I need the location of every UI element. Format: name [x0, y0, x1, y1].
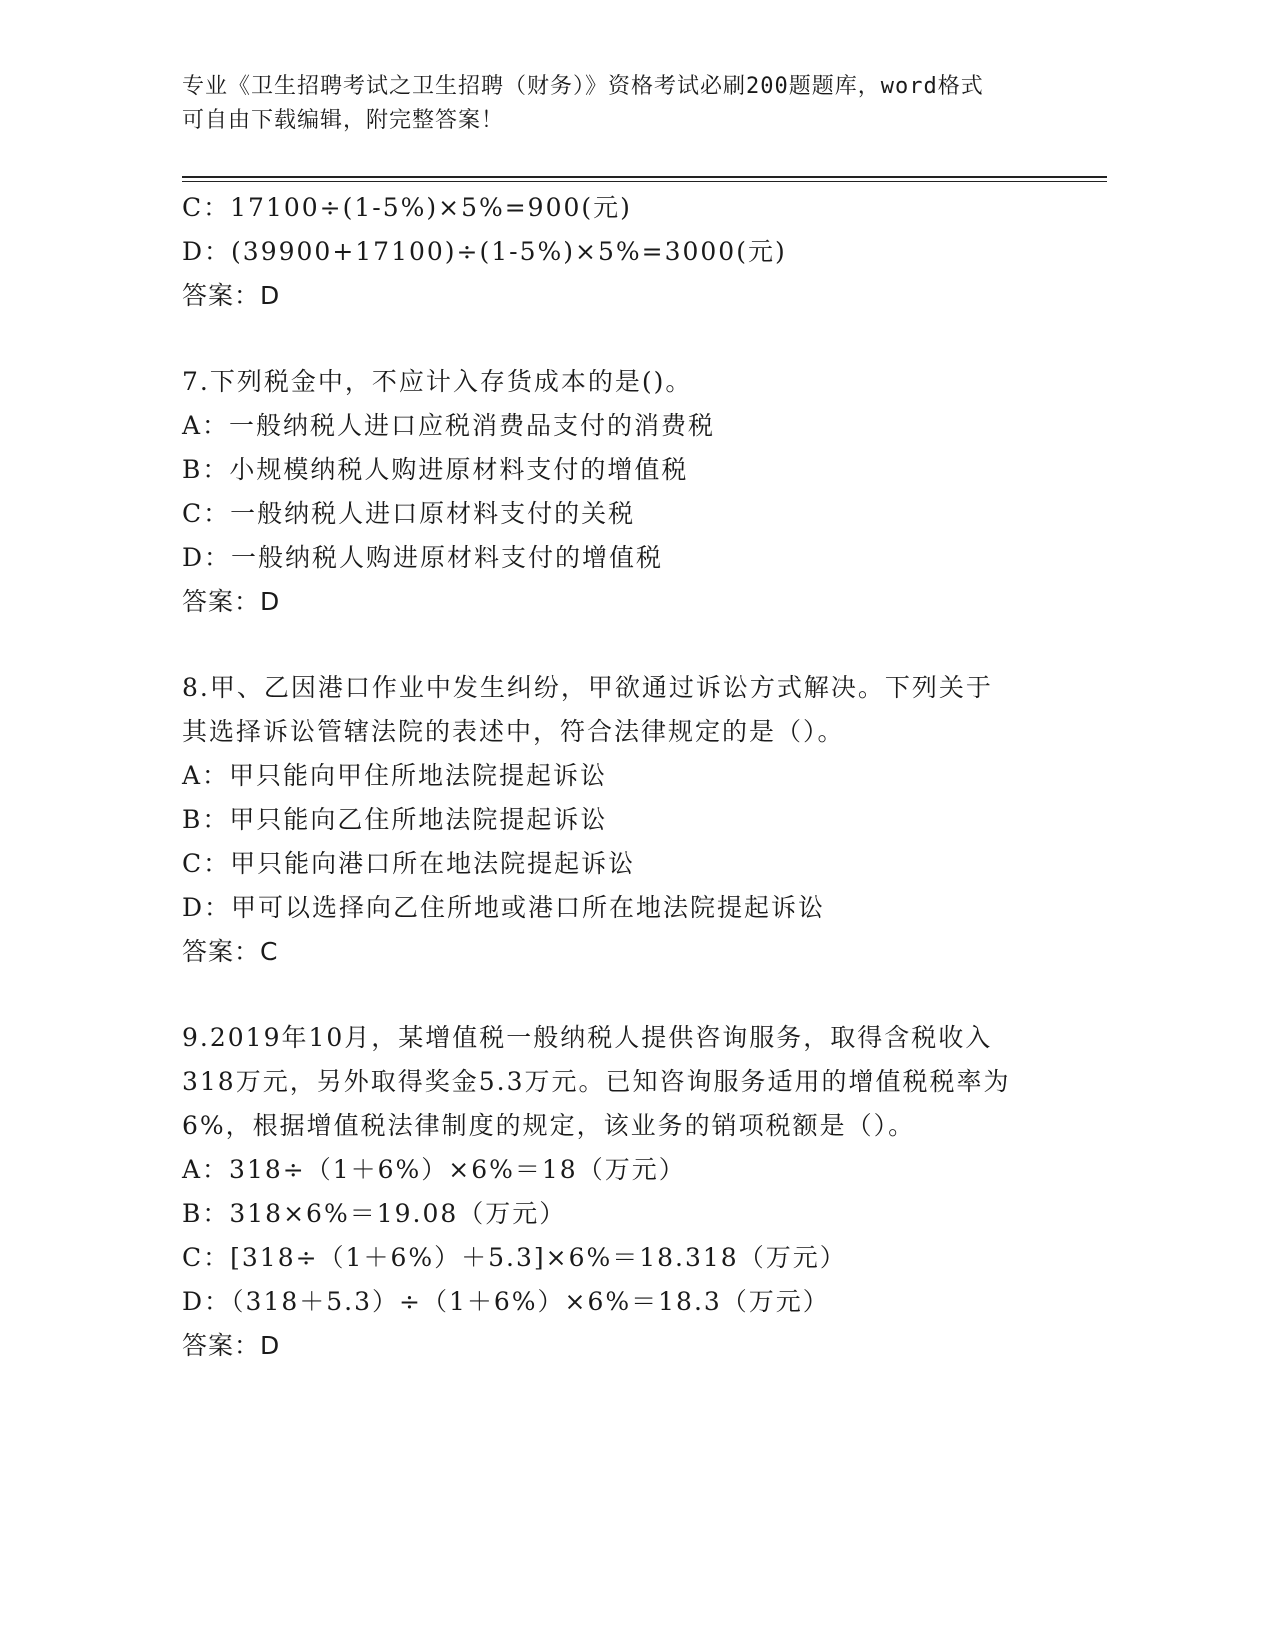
question-body [182, 186, 1082, 1368]
q7-option-c: C：一般纳税人进口原材料支付的关税 [182, 499, 636, 528]
document-header [182, 70, 1062, 138]
q8-stem-2: 其选择诉讼管辖法院的表述中，符合法律规定的是（）。 [182, 717, 845, 746]
q9-option-d: D：（318＋5.3）÷（1＋6%）×6%＝18.3（万元） [182, 1287, 830, 1316]
q7-answer: 答案：D [182, 587, 281, 616]
q9-option-b: B：318×6%＝19.08（万元） [182, 1199, 567, 1228]
q9-stem-1: 9.2019年10月，某增值税一般纳税人提供咨询服务，取得含税收入 [182, 1023, 993, 1052]
header-line-1: 专业《卫生招聘考试之卫生招聘（财务）》资格考试必刷200题题库，word格式 [182, 74, 984, 99]
q7-option-d: D：一般纳税人购进原材料支付的增值税 [182, 543, 664, 572]
q9-option-a: A：318÷（1＋6%）×6%＝18（万元） [182, 1155, 686, 1184]
header-line-2: 可自由下载编辑，附完整答案！ [182, 108, 505, 133]
prev-answer: 答案：D [182, 281, 281, 310]
prev-option-d: D：(39900+17100)÷(1-5%)×5%=3000(元) [182, 237, 787, 266]
q8-option-a: A：甲只能向甲住所地法院提起诉讼 [182, 761, 608, 790]
q7-option-b: B：小规模纳税人购进原材料支付的增值税 [182, 455, 689, 484]
q8-option-d: D：甲可以选择向乙住所地或港口所在地法院提起诉讼 [182, 893, 826, 922]
q9-answer: 答案：D [182, 1331, 281, 1360]
q8-option-c: C：甲只能向港口所在地法院提起诉讼 [182, 849, 636, 878]
header-divider-thick [182, 176, 1107, 178]
header-divider-thin [182, 181, 1107, 182]
q7-option-a: A：一般纳税人进口应税消费品支付的消费税 [182, 411, 716, 440]
q9-stem-2: 318万元，另外取得奖金5.3万元。已知咨询服务适用的增值税税率为 [182, 1067, 1011, 1096]
q9-option-c: C：[318÷（1＋6%）＋5.3]×6%＝18.318（万元） [182, 1243, 847, 1272]
q8-option-b: B：甲只能向乙住所地法院提起诉讼 [182, 805, 608, 834]
q8-answer: 答案：C [182, 937, 279, 966]
q7-stem: 7.下列税金中，不应计入存货成本的是()。 [182, 367, 693, 396]
q8-stem-1: 8.甲、乙因港口作业中发生纠纷，甲欲通过诉讼方式解决。下列关于 [182, 673, 993, 702]
q9-stem-3: 6%，根据增值税法律制度的规定，该业务的销项税额是（）。 [182, 1111, 916, 1140]
prev-option-c: C：17100÷(1-5%)×5%=900(元) [182, 193, 632, 222]
